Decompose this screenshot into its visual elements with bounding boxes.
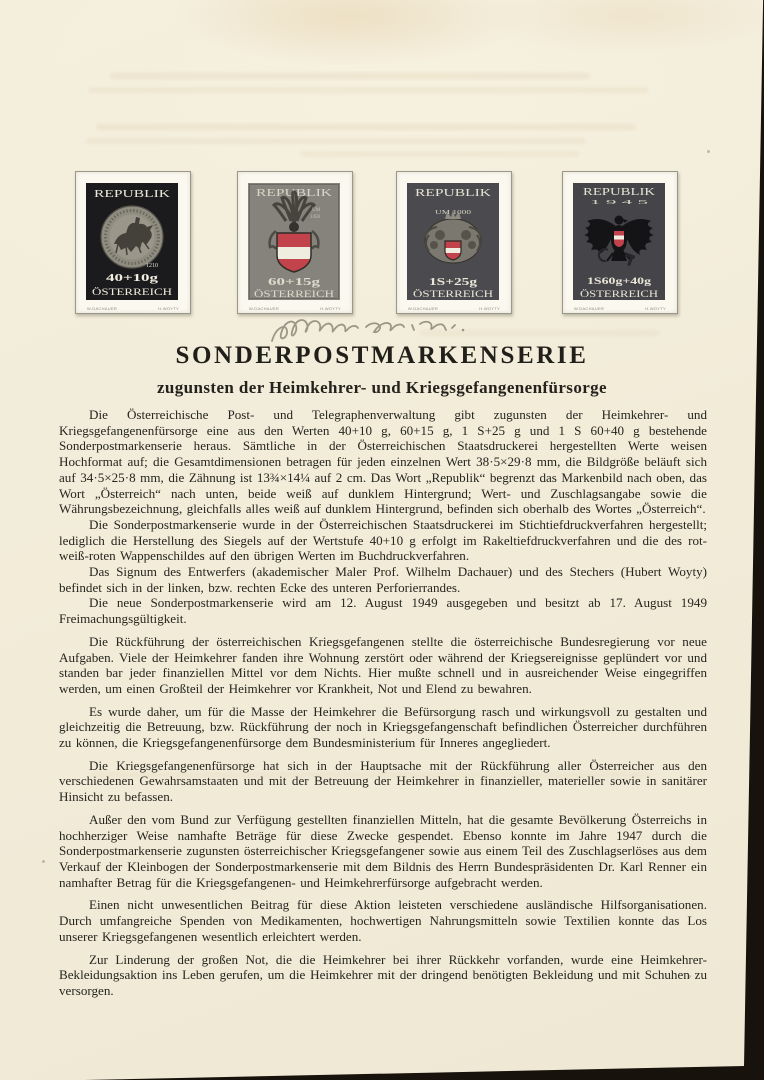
- stamp-date-line1: UM: [312, 208, 321, 213]
- paper-speck: [707, 150, 710, 153]
- stamp-1s60g-state-eagle: [562, 171, 678, 314]
- stamp-designer-signature: W.DACHAUER: [87, 306, 118, 311]
- stamp-1s-baroque-arms: [396, 171, 512, 314]
- baroque-arms-illustration: [407, 183, 499, 300]
- stamp-value-label: 40+10g: [106, 273, 160, 284]
- paragraph-printing-method: Die Sonderpostmarkenserie wurde in der Österreichischen Staatsdruckerei im Stichtiefdruckverfahren hergestellt; lediglich die Herstellung des Siegels auf der Wertstufe 40+10 g erfolgt im Rakeltiefdruckverfahren und die des rot-weiß-roten Wappenschildes auf den übrigen Werten im Buchdruckverfahren.: [59, 516, 707, 564]
- paragraph-donations-1947: Außer den vom Bund zur Verfügung gestellten finanziellen Mitteln, hat die gesamte Bevölkerung Österreichs in hochherziger Weise namhafte Beträge für diese Zwecke gespendet. Ebenso konnte im Jahre 1947 durch die Sonderpostmarkenserie zugunsten österreichischer Kriegsgefangener sowie aus einem Teil des Zuschlagserlöses aus dem Verkauf der Kleinbogen der Sonderpostmarkenserie mit dem Bildnis des Herrn Bundespräsidenten Dr. Karl Renner ein namhafter Betrag für die Kriegsgefangenen- und Heimkehrerfürsorge aufgebracht werden.: [59, 811, 707, 890]
- bleed-through-line: [110, 73, 590, 79]
- stamp-engraver-signature: H.WOYTY: [479, 306, 500, 311]
- stamp-country-top-label: REPUBLIK: [256, 188, 333, 199]
- stamp-country-top-label: REPUBLIK: [583, 187, 657, 198]
- paragraph-issue-description: Die Österreichische Post- und Telegraphenverwaltung gibt zugunsten der Heimkehrer- und Kriegsgefangenenfürsorge eine aus den Werten 40+10 g, 60+15 g, 1 S+25 g und 1 S 60+40 g bestehende Sonderpostmarkenserie heraus. Sämtliche in der Österreichischen Staatsdruckerei hergestellten Werte weisen Hochformat auf; die Gesamtdimensionen betragen für jeden einzelnen Wert 38·5×29·8 mm, die Bildgröße beläuft sich auf 34·5×25·8 mm, die Zähnung ist 13¾×14¼ auf 2 cm. Das Wort „Republik“ begrenzt das Markenbild nach oben, das Wort „Österreich“ nach unten, beide weiß auf dunklem Hintergrund; Wert- und Zuschlagsangabe sowie die Währungsbezeichnung, gleichfalls alles weiß auf dunklem Hintergrund, befinden sich oberhalb des Wortes „Österreich“.: [59, 407, 707, 517]
- stamp-country-bottom-label: ÖSTERREICH: [92, 287, 173, 297]
- stamp-country-bottom-label: ÖSTERREICH: [254, 289, 335, 299]
- stamp-designer-signature: W.DACHAUER: [249, 306, 280, 311]
- bleed-through-line: [86, 138, 586, 144]
- paragraph-clothing-campaign: Zur Linderung der großen Not, die die Heimkehrer bei ihrer Rückkehr vorfanden, wurde eine Heimkehrer-Bekleidungsaktion ins Leben gerufen, um die Heimkehrer mit der dringend benötigten Bekleidung und mit Schuhen zu versorgen.: [59, 951, 707, 998]
- bleed-through-line: [88, 87, 648, 93]
- bleed-through-line: [96, 124, 636, 130]
- stamp-country-top-label: REPUBLIK: [94, 188, 171, 200]
- paragraph-repatriation-tasks: Die Rückführung der österreichischen Kriegsgefangenen stellte die österreichische Bundesregierung vor neue Aufgaben. Viele der Heimkehrer fanden ihre Wohnung zerstört oder während der Kriegsereignisse geplündert vor und standen bar jeder finanziellen Mittel vor dem Nichts. Hier mußte schnell und in ausreichender Weise eingegriffen werden, um einen Großteil der Heimkehrer vor Krankheit, Not und Elend zu bewahren.: [59, 633, 707, 696]
- stamp-country-bottom-label: ÖSTERREICH: [580, 289, 659, 299]
- stamp-40g-equestrian-seal: [75, 171, 191, 314]
- paper-stain: [170, 0, 530, 66]
- paper-speck: [42, 860, 45, 863]
- announcement-body-text: [59, 407, 707, 999]
- stamp-date-label: 1 9 4 5: [590, 199, 648, 206]
- stamp-date-label: 1210: [146, 263, 158, 269]
- state-eagle-illustration: [573, 183, 665, 300]
- paper-stain: [480, 0, 764, 56]
- bleed-through-line: [300, 151, 580, 157]
- stamp-60g-coat-of-arms: [237, 171, 353, 314]
- paragraph-ministry-assignment: Es wurde daher, um für die Masse der Heimkehrer die Befürsorgung rasch und wirkungsvoll zu gestalten und gleichzeitig die Betreuung, bzw. Rückführung der noch in Kriegsgefangenschaft befindlichen Österreicher durchführen zu können, die Kriegsgefangenenfürsorge dem Bundesministerium für Inneres angegliedert.: [59, 703, 707, 751]
- paragraph-issue-date: Die neue Sonderpostmarkenserie wird am 12. August 1949 ausgegeben und besitzt ab 17. August 1949 Freimachungsgültigkeit.: [59, 595, 707, 627]
- stamp-value-label: 1S+25g: [429, 277, 479, 288]
- coat-of-arms-illustration: [248, 183, 340, 300]
- paragraph-welfare-scope: Die Kriegsgefangenenfürsorge hat sich in der Hauptsache mit der Rückführung aller Österreicher aus den verschiedenen Gewahrsamstaaten und mit der Betreuung der Heimkehrer in finanzieller, materieller sowie in sanitärer Hinsicht zu befassen.: [59, 757, 707, 805]
- stamp-designer-signature: W.DACHAUER: [408, 306, 439, 311]
- paragraph-foreign-aid: Einen nicht unwesentlichen Beitrag für diese Aktion leisteten verschiedene ausländische Hilfsorganisationen. Durch umfangreiche Spenden von Medikamenten, hochwertigen Nahrungsmitteln sowie Textilien konnte das Los unserer Kriegsgefangenen wesentlich erleichtert werden.: [59, 897, 707, 944]
- stamp-date-line2: 1450: [310, 215, 320, 220]
- scan-edge-right: [742, 0, 764, 1080]
- stamp-value-label: 60+15g: [268, 277, 322, 288]
- stamp-date-label: UM 1000: [435, 210, 471, 216]
- stamp-country-top-label: REPUBLIK: [415, 188, 492, 199]
- stamp-engraver-signature: H.WOYTY: [645, 306, 666, 311]
- stamp-country-bottom-label: ÖSTERREICH: [413, 289, 494, 299]
- page-subtitle: zugunsten der Heimkehrer- und Kriegsgefangenenfürsorge: [156, 378, 608, 397]
- equestrian-seal-illustration: [86, 183, 178, 300]
- paragraph-designer-engraver: Das Signum des Entwerfers (akademischer Maler Prof. Wilhelm Dachauer) und des Stechers (Hubert Woyty) befindet sich in der linken, bzw. rechten Ecke des unteren Perforierrandes.: [59, 564, 707, 595]
- stamp-engraver-signature: H.WOYTY: [158, 306, 179, 311]
- scan-edge-bottom: [0, 1063, 764, 1080]
- stamp-value-label: 1S60g+40g: [587, 277, 652, 287]
- page-title: SONDERPOSTMARKENSERIE: [175, 342, 589, 369]
- stamp-designer-signature: W.DACHAUER: [574, 306, 605, 311]
- stamp-engraver-signature: H.WOYTY: [320, 306, 341, 311]
